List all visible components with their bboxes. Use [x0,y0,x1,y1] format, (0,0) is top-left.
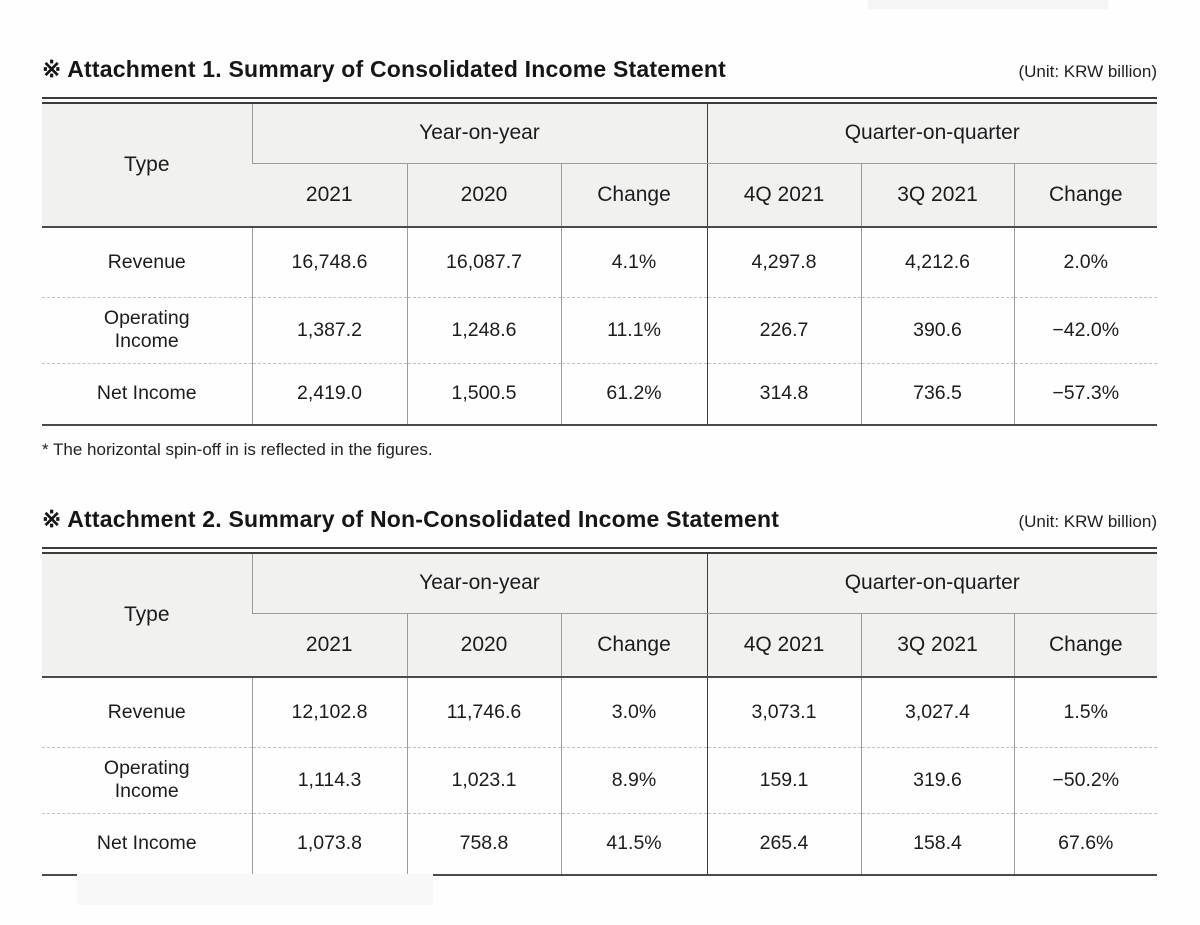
attachment2-title-row [42,504,1157,534]
cell-value: 1,114.3 [252,747,407,813]
cell-value: 2.0% [1014,227,1157,297]
cell-value: 1,023.1 [407,747,561,813]
attachment2-title: ※ Attachment 2. Summary of Non-Consolidated Income Statement [42,506,780,532]
row-label: Operating Income [42,297,252,363]
cell-value: 158.4 [861,813,1014,875]
cell-value: 16,748.6 [252,227,407,297]
attachment1-unit-label: (Unit: KRW billion) [1018,62,1157,81]
cell-value: 4,297.8 [707,227,861,297]
col-header-4q2021: 4Q 2021 [707,613,861,677]
group-header-qoq: Quarter-on-quarter [707,103,1157,163]
col-header-3q2021: 3Q 2021 [861,613,1014,677]
group-header-yoy: Year-on-year [252,553,707,613]
cell-value: 1,248.6 [407,297,561,363]
col-header-qoq-change: Change [1014,613,1157,677]
attachment2-table-wrap [42,547,1157,876]
row-label: Net Income [42,363,252,425]
cell-value: 3,073.1 [707,677,861,747]
cell-value: 736.5 [861,363,1014,425]
attachment1-title-row [42,54,1157,84]
col-header-type: Type [42,103,252,227]
col-header-type: Type [42,553,252,677]
group-header-yoy: Year-on-year [252,103,707,163]
cell-value: 159.1 [707,747,861,813]
cell-value: 390.6 [861,297,1014,363]
attachment1-title: ※ Attachment 1. Summary of Consolidated Income Statement [42,56,726,82]
row-label: Operating Income [42,747,252,813]
col-header-3q2021: 3Q 2021 [861,163,1014,227]
cell-value: 1,500.5 [407,363,561,425]
row-label: Net Income [42,813,252,875]
table-row-net-income [42,363,1157,425]
attachment1-footnote: * The horizontal spin-off in is reflected in the figures. [42,440,433,459]
cell-value: −57.3% [1014,363,1157,425]
table-row-net-income [42,813,1157,875]
col-header-yoy-change: Change [561,163,707,227]
col-header-qoq-change: Change [1014,163,1157,227]
attachment2-table [42,552,1157,876]
row-label: Revenue [107,250,186,273]
attachment2-section [42,504,1157,876]
table-row-revenue [42,677,1157,747]
table-row-operating-income [42,747,1157,813]
table-row-operating-income [42,297,1157,363]
cell-value: 1.5% [1014,677,1157,747]
cell-value: 314.8 [707,363,861,425]
cell-value: 319.6 [861,747,1014,813]
col-header-2020: 2020 [407,613,561,677]
cell-value: 67.6% [1014,813,1157,875]
attachment2-unit-label: (Unit: KRW billion) [1018,512,1157,531]
col-header-yoy-change: Change [561,613,707,677]
cell-value: 3,027.4 [861,677,1014,747]
cell-value: 8.9% [561,747,707,813]
cell-value: 4.1% [561,227,707,297]
attachment1-table-wrap [42,97,1157,426]
cell-value: 1,073.8 [252,813,407,875]
attachment1-table [42,102,1157,426]
cell-value: 61.2% [561,363,707,425]
cell-value: 4,212.6 [861,227,1014,297]
cell-value: 1,387.2 [252,297,407,363]
cell-value: 11.1% [561,297,707,363]
col-header-2021: 2021 [252,163,407,227]
cell-value: 11,746.6 [407,677,561,747]
cell-value: 226.7 [707,297,861,363]
cell-value: 758.8 [407,813,561,875]
cell-value: 41.5% [561,813,707,875]
row-label: Revenue [107,700,186,723]
cell-value: 12,102.8 [252,677,407,747]
cell-value: −50.2% [1014,747,1157,813]
cell-value: 16,087.7 [407,227,561,297]
col-header-4q2021: 4Q 2021 [707,163,861,227]
cell-value: 3.0% [561,677,707,747]
group-header-qoq: Quarter-on-quarter [707,553,1157,613]
table-row-revenue [42,227,1157,297]
cell-value: −42.0% [1014,297,1157,363]
col-header-2020: 2020 [407,163,561,227]
attachment1-section [42,54,1157,460]
top-watermark-strip [868,0,1108,9]
col-header-2021: 2021 [252,613,407,677]
bottom-watermark-strip [77,874,433,905]
cell-value: 2,419.0 [252,363,407,425]
cell-value: 265.4 [707,813,861,875]
